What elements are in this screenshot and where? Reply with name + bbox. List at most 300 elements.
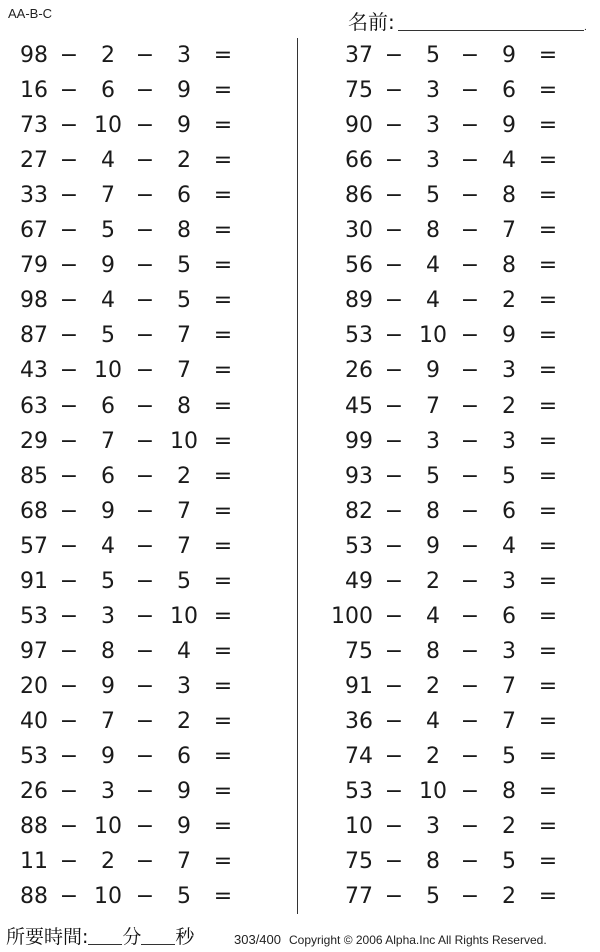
subtrahend: 8 [426,638,440,664]
subtrahend: 9 [502,323,516,349]
subtrahend: 7 [502,673,516,699]
subtrahend: 10 [94,358,122,384]
minus-sign: − [384,814,404,840]
minus-sign: − [460,78,480,104]
subtrahend: 6 [101,393,115,419]
minuend: 67 [20,218,48,244]
minus-sign: − [460,884,480,910]
minus-sign: − [460,428,480,454]
subtrahend: 5 [101,323,115,349]
subtrahend: 3 [426,113,440,139]
problem-row [0,144,280,178]
subtrahend: 5 [426,43,440,68]
minus-sign: − [135,779,155,805]
subtrahend: 5 [502,463,516,489]
subtrahend: 2 [426,568,440,594]
equals-sign: = [213,708,233,734]
subtrahend: 5 [426,884,440,910]
equals-sign: = [538,779,558,805]
minus-sign: − [384,183,404,209]
equals-sign: = [538,43,558,68]
copyright-text: Copyright © 2006 Alpha.Inc All Rights Reserved. [289,933,547,947]
minuend: 97 [20,638,48,664]
minuend: 77 [345,884,373,910]
subtrahend: 5 [177,288,191,314]
minus-sign: − [384,568,404,594]
name-label: 名前: [348,10,395,34]
problem-row [325,144,600,178]
subtrahend: 5 [177,253,191,279]
problem-row [325,495,600,529]
name-blank-line [398,30,584,31]
minuend: 74 [345,744,373,769]
subtrahend: 9 [177,779,191,805]
minus-sign: − [135,113,155,139]
minuend: 66 [345,148,373,174]
subtrahend: 3 [426,814,440,840]
problem-row [0,845,280,879]
subtrahend: 2 [502,814,516,840]
equals-sign: = [213,498,233,524]
minuend: 53 [20,744,48,769]
minus-sign: − [135,253,155,279]
equals-sign: = [213,358,233,384]
minus-sign: − [135,393,155,419]
minus-sign: − [135,884,155,910]
subtrahend: 5 [177,568,191,594]
minus-sign: − [59,884,79,910]
minus-sign: − [59,288,79,314]
minuend: 93 [345,463,373,489]
minuend: 100 [331,603,373,629]
equals-sign: = [213,849,233,875]
minus-sign: − [460,288,480,314]
equals-sign: = [213,603,233,629]
minus-sign: − [135,498,155,524]
minuend: 45 [345,393,373,419]
seconds-blank [141,926,175,945]
minuend: 98 [20,288,48,314]
subtrahend: 6 [101,463,115,489]
problem-row [0,354,280,388]
equals-sign: = [538,463,558,489]
equals-sign: = [538,638,558,664]
problem-row [325,600,600,634]
subtrahend: 2 [426,744,440,769]
subtrahend: 3 [502,358,516,384]
minuend: 53 [20,603,48,629]
problem-row [325,354,600,388]
minus-sign: − [59,849,79,875]
problem-row [325,319,600,353]
subtrahend: 9 [177,814,191,840]
subtrahend: 9 [426,358,440,384]
minuend: 53 [345,533,373,559]
minus-sign: − [460,463,480,489]
subtrahend: 9 [502,113,516,139]
minus-sign: − [384,463,404,489]
minus-sign: − [135,638,155,664]
minus-sign: − [135,183,155,209]
problem-row [0,705,280,739]
minus-sign: − [59,498,79,524]
minus-sign: − [460,849,480,875]
subtrahend: 4 [101,288,115,314]
minuend: 88 [20,814,48,840]
minus-sign: − [135,603,155,629]
minus-sign: − [135,814,155,840]
problem-row [0,425,280,459]
equals-sign: = [538,218,558,244]
subtrahend: 2 [177,708,191,734]
minus-sign: − [384,638,404,664]
minus-sign: − [59,148,79,174]
problem-row [0,670,280,704]
minus-sign: − [59,253,79,279]
problem-row [325,425,600,459]
problem-row [0,495,280,529]
minus-sign: − [460,533,480,559]
subtrahend: 5 [426,183,440,209]
minuend: 20 [20,673,48,699]
subtrahend: 8 [502,253,516,279]
minuend: 99 [345,428,373,454]
minus-sign: − [384,393,404,419]
problem-row [0,249,280,283]
subtrahend: 3 [502,638,516,664]
minuend: 73 [20,113,48,139]
minus-sign: − [135,849,155,875]
problem-row [0,319,280,353]
equals-sign: = [538,603,558,629]
problem-row [325,249,600,283]
minuend: 10 [345,814,373,840]
equals-sign: = [213,393,233,419]
subtrahend: 3 [426,148,440,174]
subtrahend: 8 [426,849,440,875]
minus-sign: − [384,43,404,68]
minuend: 29 [20,428,48,454]
subtrahend: 3 [101,779,115,805]
subtrahend: 10 [170,603,198,629]
problem-row [325,284,600,318]
problem-row [0,179,280,213]
minus-sign: − [59,218,79,244]
minuend: 30 [345,218,373,244]
minus-sign: − [460,673,480,699]
minus-sign: − [135,673,155,699]
subtrahend: 5 [101,568,115,594]
problem-row [0,635,280,669]
subtrahend: 10 [419,779,447,805]
minus-sign: − [384,253,404,279]
footer-info [234,932,547,947]
subtrahend: 2 [101,43,115,68]
minuend: 85 [20,463,48,489]
subtrahend: 4 [426,253,440,279]
subtrahend: 8 [426,218,440,244]
problem-row [0,74,280,108]
equals-sign: = [538,183,558,209]
subtrahend: 6 [502,498,516,524]
subtrahend: 9 [101,498,115,524]
minuend: 53 [345,323,373,349]
minuend: 26 [20,779,48,805]
equals-sign: = [538,288,558,314]
problem-row [0,775,280,809]
minus-sign: − [59,814,79,840]
equals-sign: = [538,148,558,174]
minuend: 75 [345,78,373,104]
subtrahend: 4 [177,638,191,664]
equals-sign: = [213,428,233,454]
subtrahend: 8 [502,183,516,209]
minus-sign: − [59,113,79,139]
problem-row [0,740,280,774]
subtrahend: 5 [502,849,516,875]
subtrahend: 10 [170,428,198,454]
minus-sign: − [460,638,480,664]
subtrahend: 8 [502,779,516,805]
subtrahend: 9 [101,673,115,699]
problem-row [325,740,600,774]
worksheet-code: AA-B-C [8,6,53,21]
subtrahend: 9 [101,253,115,279]
subtrahend: 7 [177,849,191,875]
subtrahend: 7 [101,708,115,734]
equals-sign: = [538,253,558,279]
subtrahend: 2 [502,288,516,314]
minus-sign: − [460,183,480,209]
minuend: 82 [345,498,373,524]
subtrahend: 4 [101,148,115,174]
minus-sign: − [384,428,404,454]
column-divider [297,38,298,914]
equals-sign: = [213,43,233,68]
equals-sign: = [213,218,233,244]
equals-sign: = [538,358,558,384]
equals-sign: = [538,849,558,875]
equals-sign: = [538,113,558,139]
minus-sign: − [59,638,79,664]
subtrahend: 2 [177,463,191,489]
problem-row [0,214,280,248]
minuend: 43 [20,358,48,384]
subtrahend: 3 [177,673,191,699]
subtrahend: 6 [502,78,516,104]
minus-sign: − [384,708,404,734]
minus-sign: − [135,148,155,174]
minus-sign: − [384,744,404,769]
minus-sign: − [59,603,79,629]
minus-sign: − [460,779,480,805]
subtrahend: 4 [426,708,440,734]
subtrahend: 5 [177,884,191,910]
equals-sign: = [538,708,558,734]
subtrahend: 8 [177,393,191,419]
subtrahend: 2 [426,673,440,699]
minuend: 91 [20,568,48,594]
minus-sign: − [460,603,480,629]
problem-row [325,810,600,844]
minus-sign: − [384,779,404,805]
problem-row [0,284,280,318]
equals-sign: = [213,463,233,489]
subtrahend: 3 [502,428,516,454]
subtrahend: 3 [426,428,440,454]
minus-sign: − [460,393,480,419]
minus-sign: − [460,253,480,279]
subtrahend: 2 [101,849,115,875]
minuend: 75 [345,849,373,875]
minus-sign: − [135,533,155,559]
minuend: 56 [345,253,373,279]
minuend: 11 [20,849,48,875]
problem-row [325,705,600,739]
subtrahend: 10 [94,814,122,840]
minus-sign: − [135,218,155,244]
minutes-unit: 分 [122,926,142,948]
equals-sign: = [213,638,233,664]
equals-sign: = [538,428,558,454]
minus-sign: − [135,323,155,349]
minus-sign: − [384,884,404,910]
subtrahend: 9 [177,78,191,104]
subtrahend: 9 [426,533,440,559]
minuend: 16 [20,78,48,104]
equals-sign: = [538,533,558,559]
equals-sign: = [213,113,233,139]
minutes-blank [88,926,122,945]
minus-sign: − [384,323,404,349]
minus-sign: − [460,358,480,384]
equals-sign: = [213,814,233,840]
equals-sign: = [213,78,233,104]
minus-sign: − [384,603,404,629]
equals-sign: = [538,568,558,594]
equals-sign: = [538,78,558,104]
equals-sign: = [213,148,233,174]
problem-row [0,530,280,564]
problem-row [325,390,600,424]
subtrahend: 2 [502,393,516,419]
minus-sign: − [59,43,79,68]
problem-row [325,635,600,669]
problem-row [0,600,280,634]
minus-sign: − [59,708,79,734]
minus-sign: − [135,708,155,734]
subtrahend: 8 [101,638,115,664]
minus-sign: − [59,744,79,769]
minuend: 33 [20,183,48,209]
minus-sign: − [384,673,404,699]
equals-sign: = [538,744,558,769]
subtrahend: 10 [419,323,447,349]
minus-sign: − [460,744,480,769]
equals-sign: = [538,673,558,699]
subtrahend: 6 [177,744,191,769]
equals-sign: = [538,323,558,349]
problem-row [325,670,600,704]
equals-sign: = [213,744,233,769]
problem-row [325,74,600,108]
subtrahend: 3 [502,568,516,594]
subtrahend: 5 [502,744,516,769]
problem-row [325,530,600,564]
problem-row [0,460,280,494]
problem-row [325,565,600,599]
problem-row [0,39,280,73]
seconds-unit: 秒 [175,926,195,948]
problem-row [0,390,280,424]
problem-row [325,845,600,879]
minus-sign: − [135,43,155,68]
equals-sign: = [213,673,233,699]
subtrahend: 7 [502,218,516,244]
subtrahend: 6 [177,183,191,209]
minuend: 75 [345,638,373,664]
subtrahend: 4 [426,603,440,629]
problem-row [0,810,280,844]
minus-sign: − [460,113,480,139]
equals-sign: = [213,183,233,209]
minuend: 63 [20,393,48,419]
minuend: 98 [20,43,48,68]
minuend: 87 [20,323,48,349]
minuend: 91 [345,673,373,699]
minus-sign: − [135,78,155,104]
minus-sign: − [460,814,480,840]
subtrahend: 8 [177,218,191,244]
subtrahend: 7 [177,323,191,349]
minuend: 89 [345,288,373,314]
equals-sign: = [213,568,233,594]
equals-sign: = [213,323,233,349]
problem-row [0,565,280,599]
problem-row [325,179,600,213]
minus-sign: − [460,323,480,349]
problem-row [325,460,600,494]
minuend: 27 [20,148,48,174]
subtrahend: 7 [177,533,191,559]
minus-sign: − [135,288,155,314]
subtrahend: 4 [502,533,516,559]
minuend: 53 [345,779,373,805]
minus-sign: − [135,568,155,594]
minuend: 37 [345,43,373,68]
problem-row [325,109,600,143]
minus-sign: − [384,358,404,384]
subtrahend: 3 [177,43,191,68]
problem-row [0,109,280,143]
minuend: 49 [345,568,373,594]
subtrahend: 9 [101,744,115,769]
subtrahend: 2 [502,884,516,910]
subtrahend: 6 [502,603,516,629]
subtrahend: 2 [177,148,191,174]
minus-sign: − [135,358,155,384]
equals-sign: = [538,498,558,524]
minus-sign: − [59,533,79,559]
problem-row [325,880,600,914]
minus-sign: − [384,498,404,524]
time-taken-label: 所要時間: [6,926,89,948]
minus-sign: − [59,568,79,594]
minus-sign: − [59,393,79,419]
subtrahend: 7 [177,358,191,384]
subtrahend: 5 [426,463,440,489]
equals-sign: = [538,814,558,840]
